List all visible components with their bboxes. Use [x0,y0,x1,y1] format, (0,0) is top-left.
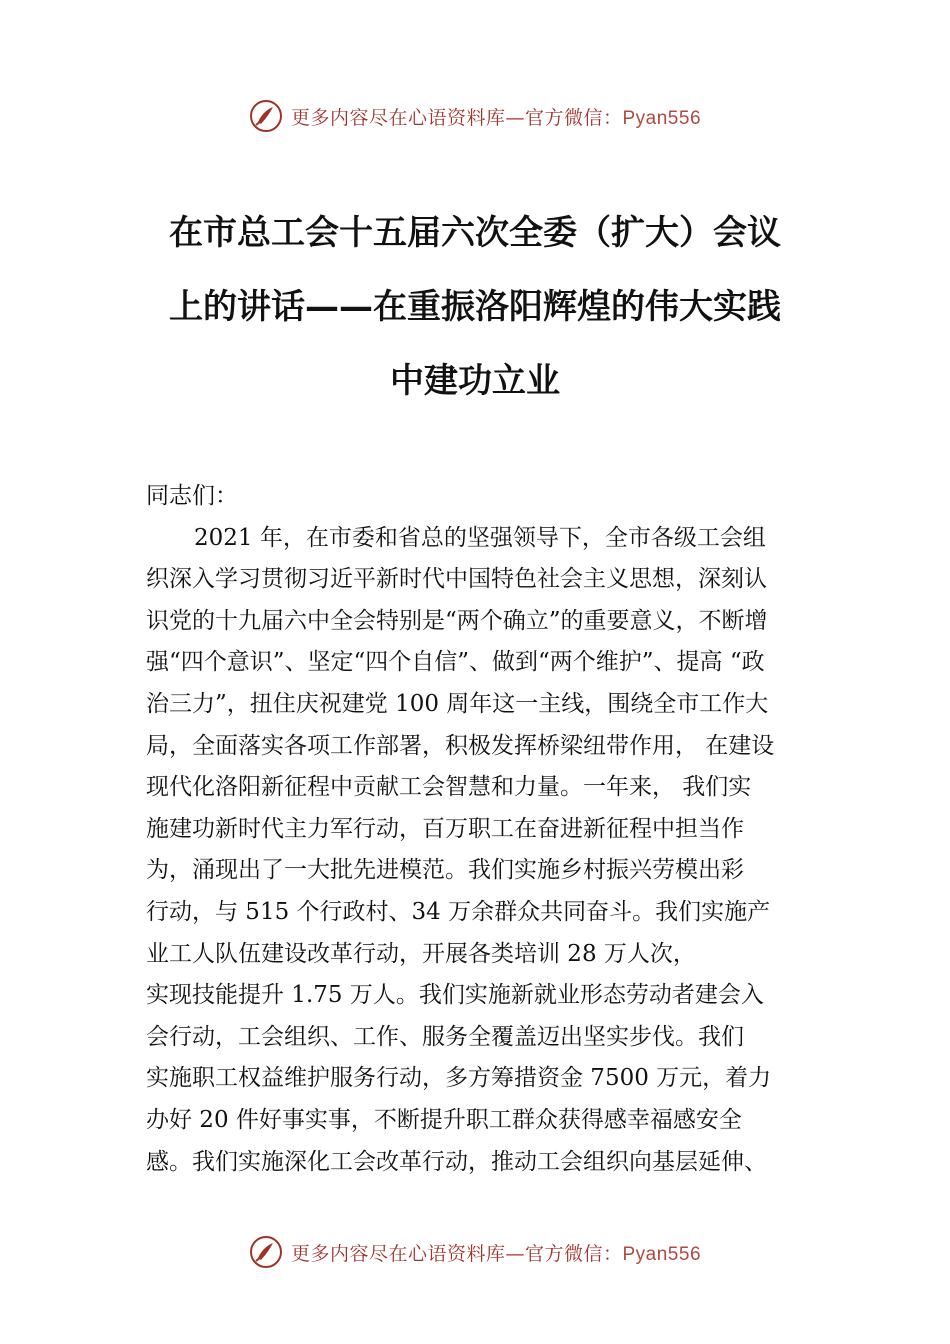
watermark-text: 更多内容尽在心语资料库—官方微信：Pyan556 [290,106,702,129]
body-line: 实现技能提升 1.75 万人。我们实施新就业形态劳动者建会入 [146,982,764,1009]
pen-seal-logo-icon [249,99,283,133]
body-line: 织深入学习贯彻习近平新时代中国特色社会主义思想，深刻认 [146,566,767,593]
body-line: 感。我们实施深化工会改革行动，推动工会组织向基层延伸、 [146,1148,767,1175]
body-line: 实施职工权益维护服务行动，多方筹措资金 7500 万元，着力 [146,1065,772,1092]
body-line: 业工人队伍建设改革行动，开展各类培训 28 万人次， [146,940,696,967]
body-line: 办好 20 件好事实事，不断提升职工群众获得感幸福感安全 [146,1106,742,1133]
title-line: 中建功立业 [390,361,560,401]
body-line: 会行动，工会组织、工作、服务全覆盖迈出坚实步伐。我们 [146,1023,744,1050]
footer-watermark-banner [0,1232,950,1272]
body-line: 施建功新时代主力军行动，百万职工在奋进新征程中担当作 [146,815,744,842]
title-line: 在市总工会十五届六次全委（扩大）会议 [169,213,781,253]
title-line: 上的讲话——在重振洛阳辉煌的伟大实践 [169,287,781,327]
watermark-text: 更多内容尽在心语资料库—官方微信：Pyan556 [290,1242,702,1265]
body-line: 现代化洛阳新征程中贡献工会智慧和力量。一年来， 我们实 [146,774,752,801]
wechat-handle: Pyan556 [622,1243,702,1265]
body-line: 行动，与 515 个行政村、34 万余群众共同奋斗。我们实施产 [146,898,771,925]
salutation: 同志们： [146,483,238,509]
header-watermark-banner [0,96,950,136]
body-line: 2021 年，在市委和省总的坚强领导下，全市各级工会组 [194,524,766,551]
wechat-handle: Pyan556 [622,107,702,129]
document-body [146,476,826,1183]
body-line: 为，涌现出了一大批先进模范。我们实施乡村振兴劳模出彩 [146,857,744,884]
body-line: 识党的十九届六中全会特别是“两个确立”的重要意义，不断增 [146,607,768,634]
body-line: 局，全面落实各项工作部署，积极发挥桥梁纽带作用， 在建设 [146,732,775,759]
body-line: 强“四个意识”、坚定“四个自信”、做到“两个维护”、提高 “政 [146,649,765,676]
body-line: 治三力”，扭住庆祝建党 100 周年这一主线，围绕全市工作大 [146,690,769,717]
document-title [120,196,830,418]
pen-seal-logo-icon [249,1235,283,1269]
